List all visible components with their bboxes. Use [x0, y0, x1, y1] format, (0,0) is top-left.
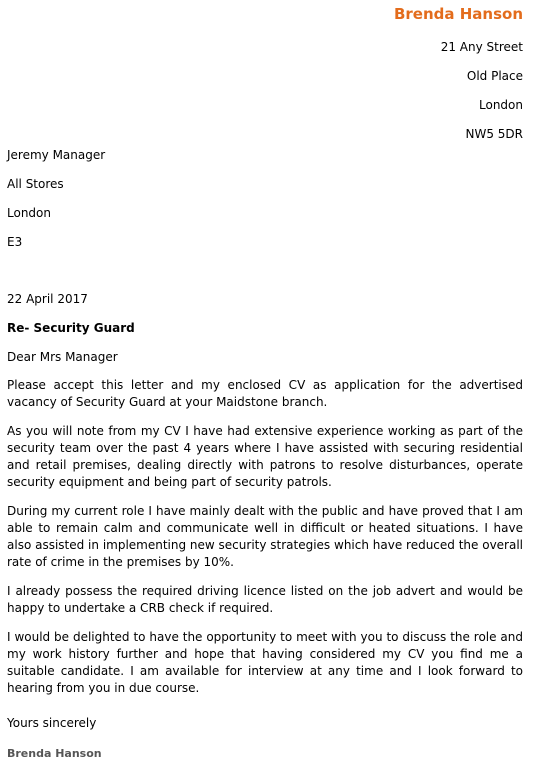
- letter-subject: Re- Security Guard: [7, 321, 135, 335]
- recipient-city: London: [7, 206, 51, 220]
- body-paragraph-4: I already possess the required driving licence listed on the job advert and would be happy to undertake a CRB check if required.: [7, 584, 523, 615]
- sender-address-city: London: [479, 98, 523, 112]
- letter-salutation: Dear Mrs Manager: [7, 350, 118, 364]
- body-paragraph-2: As you will note from my CV I have had extensive experience working as part of the security team over the past 4 years where I have assisted with securing residential and retail premises, dealing directly with patrons to resolve disturbances, operate security equipment and being part of security patrols.: [7, 424, 523, 489]
- recipient-postcode: E3: [7, 235, 23, 249]
- sender-block: [394, 3, 523, 149]
- sender-address-postcode: NW5 5DR: [465, 127, 523, 141]
- body-paragraph-3: During my current role I have mainly dealt with the public and have proved that I am able to remain calm and communicate well in difficult or heated situations. I have also assisted in implementing new security strategies which have reduced the overall rate of crime in the premises by 10%.: [7, 504, 524, 569]
- sender-address-street: 21 Any Street: [440, 40, 523, 54]
- body-paragraph-5: I would be delighted to have the opportunity to meet with you to discuss the role and my work history further and hope that having considered my CV you find me a suitable candidate. I am available for interview at any time and I look forward to hearing from you in due course.: [7, 630, 523, 695]
- sender-name: Brenda Hanson: [393, 5, 523, 23]
- letter-closing: Yours sincerely: [7, 716, 97, 730]
- recipient-block: [7, 141, 105, 257]
- recipient-name: Jeremy Manager: [7, 148, 106, 162]
- letter-body: [7, 377, 523, 709]
- sender-address-locality: Old Place: [466, 69, 523, 83]
- letter-date: 22 April 2017: [7, 292, 88, 306]
- letter-signature: Brenda Hanson: [7, 747, 102, 760]
- body-paragraph-1: Please accept this letter and my enclosed CV as application for the advertised vacancy of Security Guard at your Maidstone branch.: [7, 378, 523, 409]
- recipient-company: All Stores: [7, 177, 64, 191]
